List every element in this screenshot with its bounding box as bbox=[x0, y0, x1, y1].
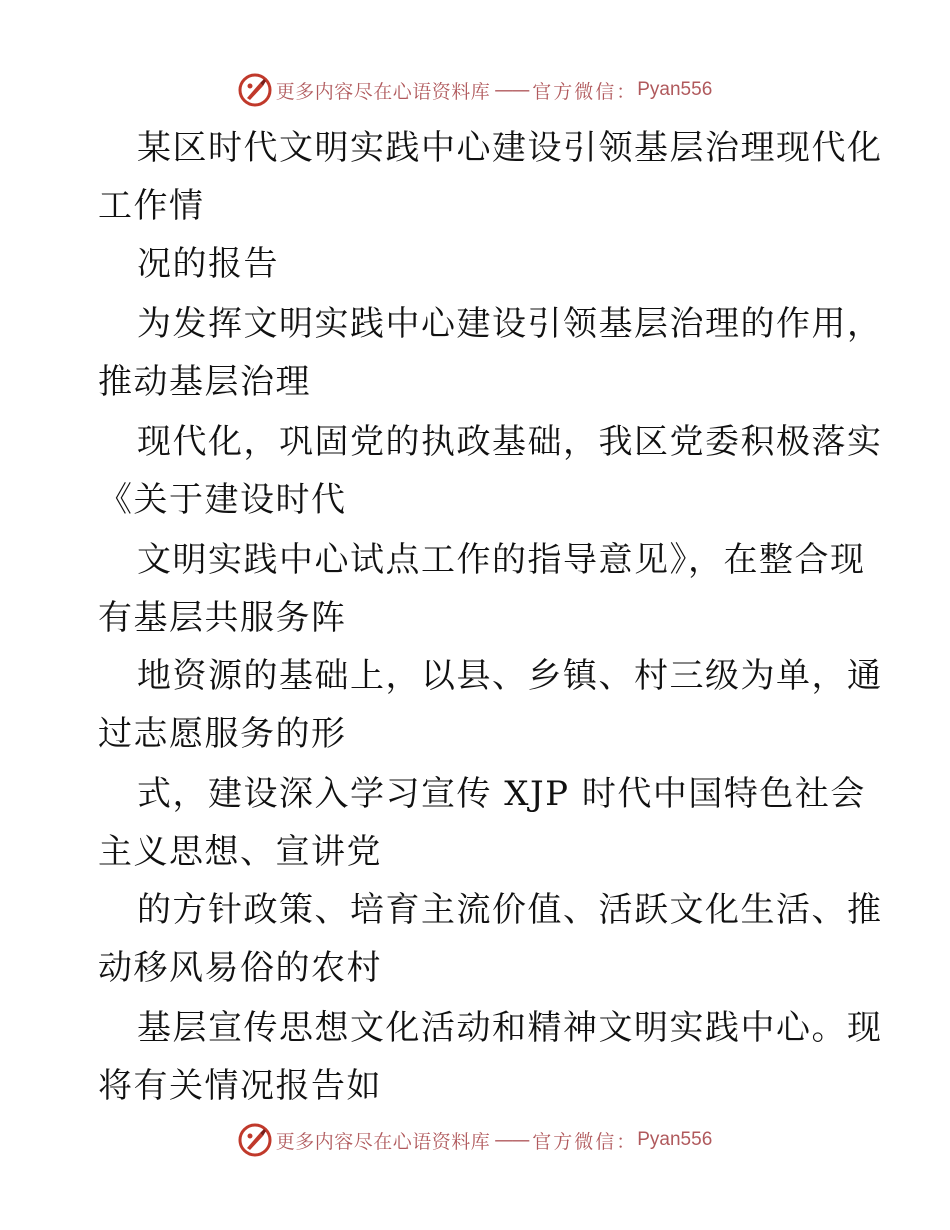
doc-line: 《关于建设时代 bbox=[98, 480, 347, 520]
watermark-dash: —— bbox=[494, 79, 529, 101]
doc-line: 将有关情况报告如 bbox=[98, 1066, 382, 1106]
doc-line: 况的报告 bbox=[137, 244, 279, 284]
doc-line: 地资源的基础上，以县、乡镇、村三级为单，通 bbox=[137, 656, 883, 696]
doc-line: 推动基层治理 bbox=[98, 362, 311, 402]
doc-line: 的方针政策、培育主流价值、活跃文化生活、推 bbox=[137, 890, 883, 930]
watermark-wechat-id: Pyan556 bbox=[637, 79, 713, 100]
doc-line: 有基层共服务阵 bbox=[98, 598, 347, 638]
watermark-main-text: 更多内容尽在心语资料库 bbox=[275, 80, 491, 103]
doc-line: 主义思想、宣讲党 bbox=[98, 832, 382, 872]
footer-watermark bbox=[0, 1120, 950, 1160]
doc-line: 为发挥文明实践中心建设引领基层治理的作用， bbox=[137, 304, 883, 344]
pen-logo-icon bbox=[238, 1123, 272, 1157]
doc-line: 工作情 bbox=[98, 186, 205, 226]
watermark-wechat-id: Pyan556 bbox=[637, 1129, 713, 1150]
header-watermark bbox=[0, 70, 950, 110]
doc-line: 动移风易俗的农村 bbox=[98, 948, 382, 988]
pen-logo-icon bbox=[238, 73, 272, 107]
doc-line: 过志愿服务的形 bbox=[98, 714, 347, 754]
watermark-main-text: 更多内容尽在心语资料库 bbox=[275, 1130, 491, 1153]
watermark-dash: —— bbox=[494, 1129, 529, 1151]
doc-line: 式，建设深入学习宣传 XJP 时代中国特色社会 bbox=[137, 774, 866, 814]
doc-line: 基层宣传思想文化活动和精神文明实践中心。现 bbox=[137, 1008, 883, 1048]
watermark-label: 官方微信： bbox=[532, 80, 638, 103]
doc-line: 文明实践中心试点工作的指导意见》，在整合现 bbox=[137, 540, 866, 580]
doc-line: 现代化，巩固党的执政基础，我区党委积极落实 bbox=[137, 422, 883, 462]
watermark-label: 官方微信： bbox=[532, 1130, 638, 1153]
doc-line: 某区时代文明实践中心建设引领基层治理现代化 bbox=[137, 128, 883, 168]
